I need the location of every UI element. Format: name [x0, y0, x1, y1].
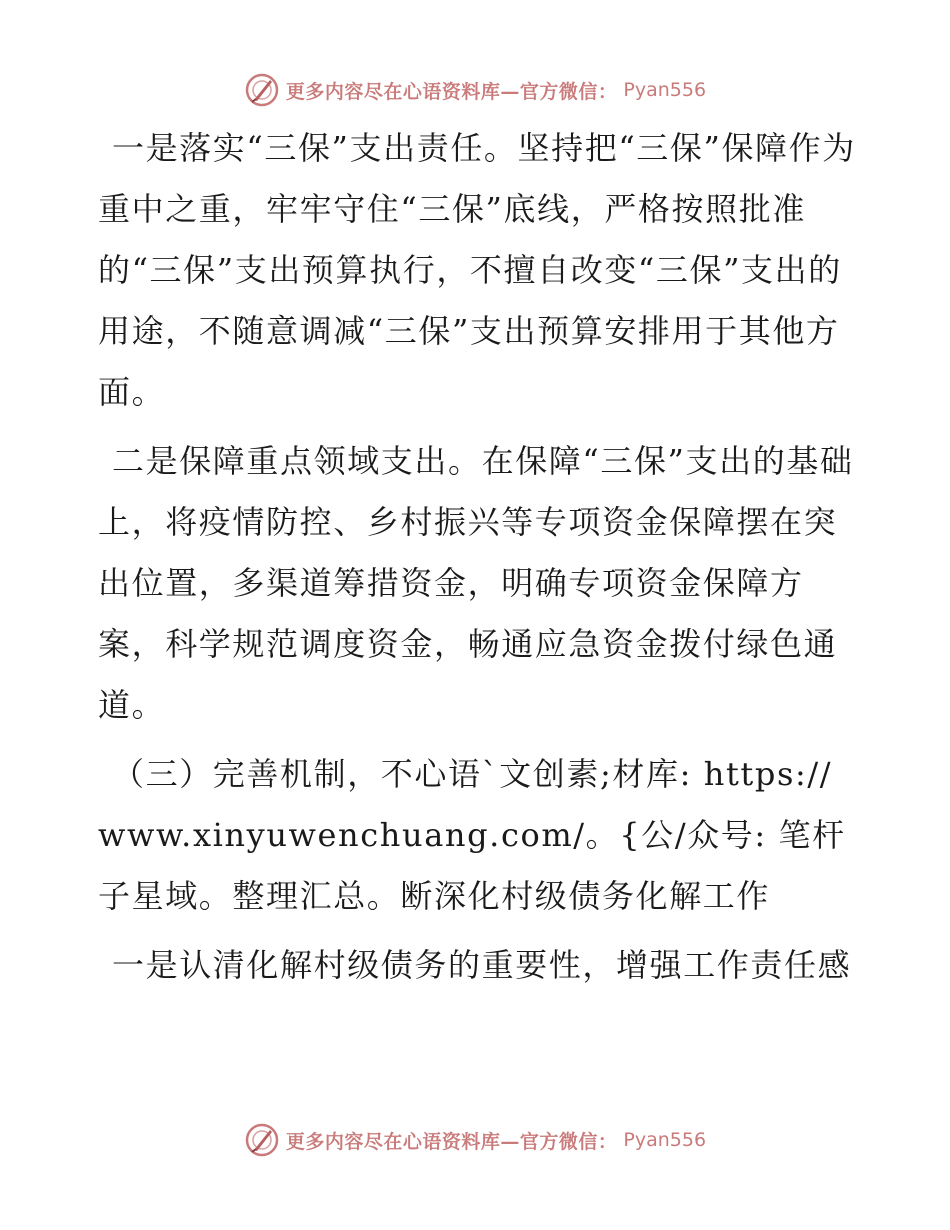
paragraph-2: 二是保障重点领域支出。在保障“三保”支出的基础上，将疫情防控、乡村振兴等专项资金保障摆在突出位置，多渠道筹措资金，明确专项资金保障方案，科学规范调度资金，畅通应急资金拨付绿色通道。: [98, 442, 854, 724]
header-watermark-wechat-id: Pyan556: [623, 79, 707, 101]
footer-watermark-wechat-id: Pyan556: [623, 1129, 707, 1151]
quill-logo-icon: [244, 1122, 280, 1158]
header-watermark-text: 更多内容尽在心语资料库—官方微信：: [285, 80, 618, 103]
paragraph-3: （三）完善机制，不心语`文创素;材库: https://www.xinyuwenchuang.com/。{公/众号: 笔杆子星域。整理汇总。断深化村级债务化解工作: [98, 755, 846, 915]
paragraph-4: 一是认清化解村级债务的重要性，增强工作责任感: [112, 946, 852, 984]
paragraph-1: 一是落实“三保”支出责任。坚持把“三保”保障作为重中之重，牢牢守住“三保”底线，严格按照批准的“三保”支出预算执行，不擅自改变“三保”支出的用途，不随意调减“三保”支出预算安排用于其他方面。: [98, 129, 856, 411]
header-watermark-banner: [0, 70, 950, 110]
document-body: [98, 118, 858, 996]
footer-watermark-text: 更多内容尽在心语资料库—官方微信：: [285, 1130, 618, 1153]
footer-watermark-banner: [0, 1120, 950, 1160]
quill-logo-icon: [244, 72, 280, 108]
